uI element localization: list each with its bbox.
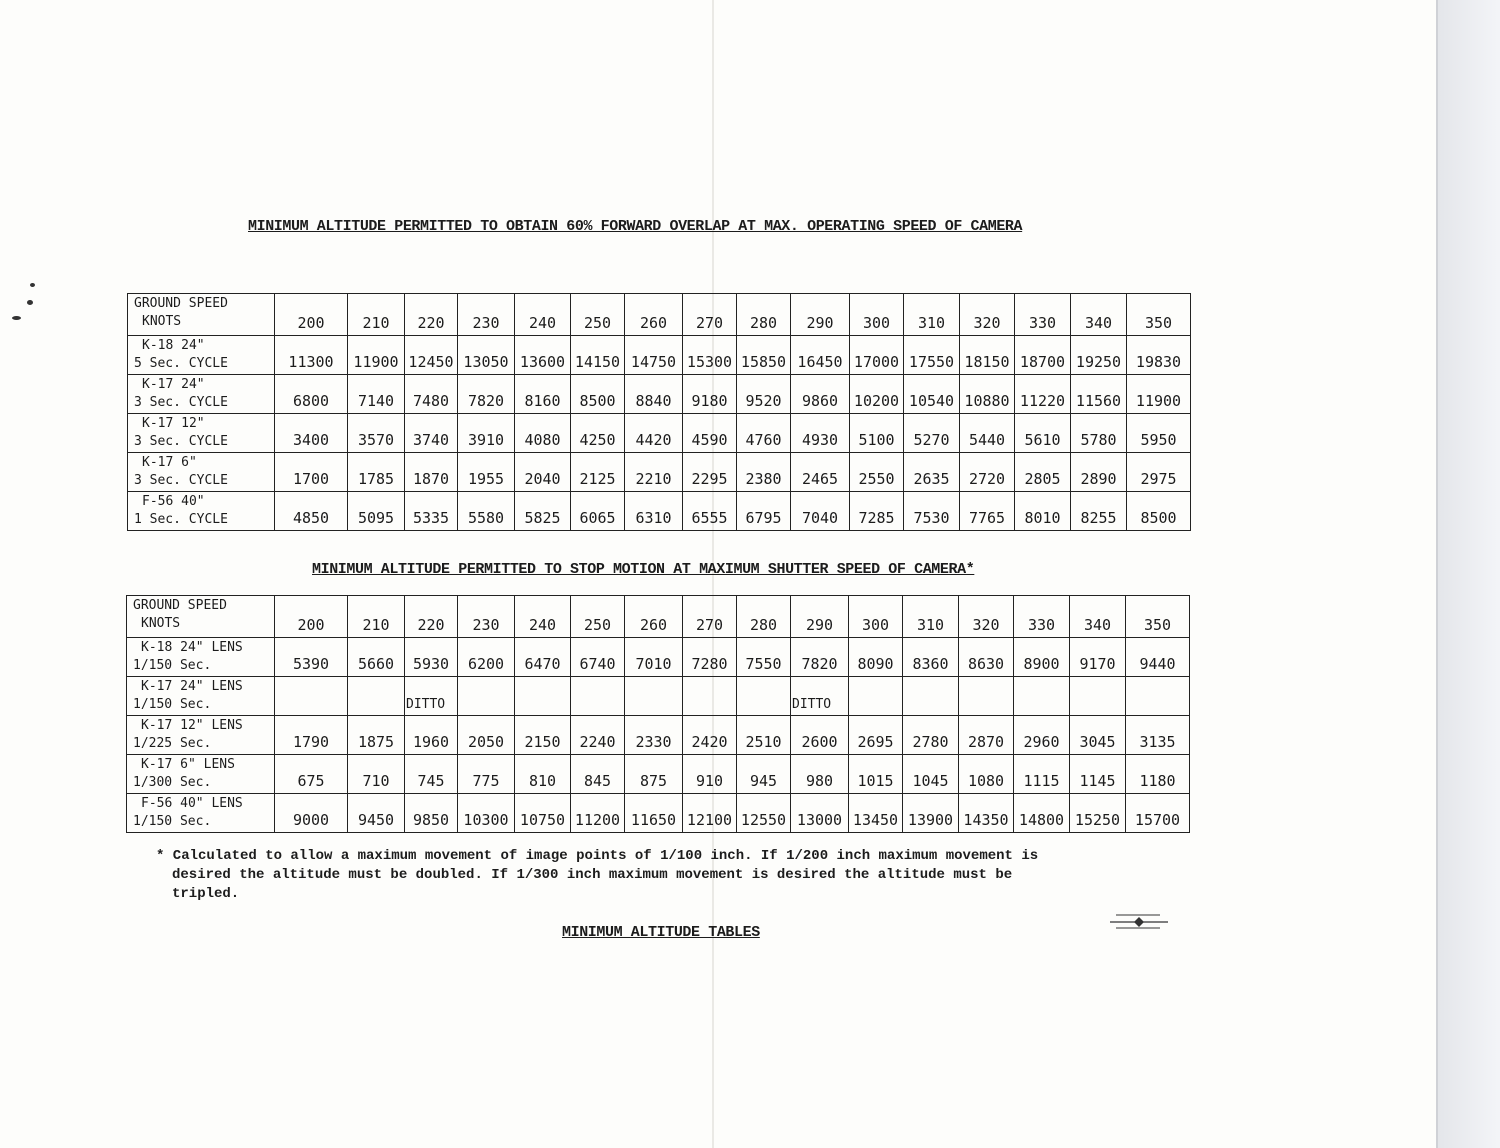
altitude-cell: 2210 [625, 453, 683, 492]
altitude-cell: 11900 [1127, 375, 1191, 414]
ground-speed-header [127, 596, 275, 638]
table2-title: MINIMUM ALTITUDE PERMITTED TO STOP MOTION AT MAXIMUM SHUTTER SPEED OF CAMERA* [312, 561, 975, 578]
altitude-cell: 17000 [850, 336, 904, 375]
altitude-cell: 5780 [1071, 414, 1127, 453]
header-label-line: GROUND SPEED [134, 296, 228, 311]
header-label-line: GROUND SPEED [133, 598, 227, 613]
table-row [127, 716, 1190, 755]
speed-header-cell: 350 [1127, 294, 1191, 336]
altitude-cell: 15700 [1126, 794, 1190, 833]
altitude-cell [903, 677, 959, 716]
camera-label-line: 3 Sec. CYCLE [134, 434, 228, 449]
camera-label-line: 3 Sec. CYCLE [134, 473, 228, 488]
page-title: MINIMUM ALTITUDE TABLES [562, 924, 760, 941]
camera-label-line: 1/150 Sec. [133, 697, 212, 712]
altitude-cell: DITTO [791, 677, 849, 716]
altitude-cell: 6470 [515, 638, 571, 677]
altitude-cell: 13450 [849, 794, 903, 833]
camera-label-line: F-56 40" LENS [141, 796, 243, 811]
speed-header-cell: 280 [737, 596, 791, 638]
altitude-cell: 1180 [1126, 755, 1190, 794]
camera-label-cell [128, 414, 275, 453]
altitude-cell: 15300 [683, 336, 737, 375]
altitude-cell [1070, 677, 1126, 716]
speed-header-cell: 240 [515, 294, 571, 336]
altitude-cell: 1960 [405, 716, 458, 755]
altitude-cell: 3910 [458, 414, 515, 453]
altitude-cell: 1785 [348, 453, 405, 492]
altitude-cell: 5930 [405, 638, 458, 677]
altitude-cell: 7285 [850, 492, 904, 531]
camera-label-line: 1/150 Sec. [133, 658, 212, 673]
table-row [128, 414, 1191, 453]
speed-header-cell: 210 [348, 294, 405, 336]
speed-header-cell: 270 [683, 294, 737, 336]
altitude-cell: 9850 [405, 794, 458, 833]
header-row [128, 294, 1191, 336]
altitude-cell: 2960 [1014, 716, 1070, 755]
altitude-cell: 6310 [625, 492, 683, 531]
speed-header-cell: 340 [1070, 596, 1126, 638]
table-row [128, 453, 1191, 492]
altitude-cell: 1015 [849, 755, 903, 794]
table-row [128, 492, 1191, 531]
altitude-cell: 15850 [737, 336, 791, 375]
altitude-cell: 4760 [737, 414, 791, 453]
speed-header-cell: 320 [959, 596, 1014, 638]
altitude-cell: 2125 [571, 453, 625, 492]
altitude-cell [959, 677, 1014, 716]
speed-header-cell: 250 [571, 294, 625, 336]
altitude-cell: 910 [683, 755, 737, 794]
camera-label-line: K-17 24" LENS [141, 679, 243, 694]
altitude-cell: 5950 [1127, 414, 1191, 453]
altitude-cell: 3045 [1070, 716, 1126, 755]
scan-edge-margin [1436, 0, 1500, 1148]
altitude-cell: 10200 [850, 375, 904, 414]
altitude-cell: 7480 [405, 375, 458, 414]
altitude-cell: 5610 [1015, 414, 1071, 453]
altitude-cell: 7010 [625, 638, 683, 677]
header-label-line: KNOTS [141, 616, 181, 631]
altitude-cell: 10300 [458, 794, 515, 833]
altitude-cell: 13600 [515, 336, 571, 375]
altitude-cell: 11200 [571, 794, 625, 833]
speed-header-cell: 310 [904, 294, 960, 336]
camera-label-line: 1/150 Sec. [133, 814, 212, 829]
altitude-cell: 7040 [791, 492, 850, 531]
altitude-cell [625, 677, 683, 716]
altitude-cell: 4420 [625, 414, 683, 453]
speed-header-cell: 320 [960, 294, 1015, 336]
altitude-cell: 2720 [960, 453, 1015, 492]
altitude-cell: 13900 [903, 794, 959, 833]
speed-header-cell: 300 [850, 294, 904, 336]
footnote [156, 847, 1146, 904]
speed-header-cell: 300 [849, 596, 903, 638]
altitude-cell [849, 677, 903, 716]
altitude-cell: 6740 [571, 638, 625, 677]
footnote-line: tripled. [172, 886, 240, 902]
camera-label-line: K-17 12" LENS [141, 718, 243, 733]
altitude-cell: 13050 [458, 336, 515, 375]
camera-label-line: 3 Sec. CYCLE [134, 395, 228, 410]
altitude-cell: 13000 [791, 794, 849, 833]
altitude-cell: 11650 [625, 794, 683, 833]
altitude-cell: 8840 [625, 375, 683, 414]
altitude-cell: 7140 [348, 375, 405, 414]
speed-header-cell: 210 [348, 596, 405, 638]
altitude-cell: 5390 [275, 638, 348, 677]
altitude-cell: 2695 [849, 716, 903, 755]
altitude-cell: 2295 [683, 453, 737, 492]
altitude-cell: 2550 [850, 453, 904, 492]
altitude-cell: 6200 [458, 638, 515, 677]
camera-label-line: K-17 6" LENS [141, 757, 235, 772]
camera-label-cell [127, 677, 275, 716]
altitude-cell: 875 [625, 755, 683, 794]
altitude-cell: 5660 [348, 638, 405, 677]
speed-header-cell: 230 [458, 294, 515, 336]
table-row [128, 336, 1191, 375]
speck-mark [12, 316, 21, 320]
altitude-cell: 7550 [737, 638, 791, 677]
altitude-cell: 845 [571, 755, 625, 794]
altitude-cell [275, 677, 348, 716]
altitude-cell: 810 [515, 755, 571, 794]
camera-label-line: F-56 40" [142, 494, 205, 509]
altitude-cell: 2600 [791, 716, 849, 755]
altitude-cell: 775 [458, 755, 515, 794]
altitude-cell: 14150 [571, 336, 625, 375]
altitude-cell: 11560 [1071, 375, 1127, 414]
ground-speed-header [128, 294, 275, 336]
altitude-cell: 1115 [1014, 755, 1070, 794]
camera-label-cell [128, 375, 275, 414]
altitude-cell: 3570 [348, 414, 405, 453]
altitude-cell: 3400 [275, 414, 348, 453]
altitude-cell: 8500 [571, 375, 625, 414]
altitude-cell: 18150 [960, 336, 1015, 375]
altitude-cell: 12550 [737, 794, 791, 833]
altitude-cell [571, 677, 625, 716]
altitude-cell: 3135 [1126, 716, 1190, 755]
altitude-cell: 12450 [405, 336, 458, 375]
altitude-cell: 6800 [275, 375, 348, 414]
altitude-cell: 2420 [683, 716, 737, 755]
table-row [127, 638, 1190, 677]
camera-label-cell [127, 794, 275, 833]
altitude-cell: 980 [791, 755, 849, 794]
altitude-cell: 9170 [1070, 638, 1126, 677]
camera-label-line: K-18 24" [142, 338, 205, 353]
footnote-line: desired the altitude must be doubled. If 1/300 inch maximum movement is desired the altitude must be [172, 867, 1013, 883]
altitude-cell: 5100 [850, 414, 904, 453]
altitude-cell: 5440 [960, 414, 1015, 453]
altitude-cell: DITTO [405, 677, 458, 716]
altitude-cell: 18700 [1015, 336, 1071, 375]
altitude-cell [683, 677, 737, 716]
altitude-cell: 2890 [1071, 453, 1127, 492]
camera-label-cell [127, 638, 275, 677]
altitude-cell [1014, 677, 1070, 716]
altitude-cell: 9860 [791, 375, 850, 414]
altitude-cell [737, 677, 791, 716]
fairchild-logo-stamp [1108, 912, 1170, 932]
altitude-cell: 8360 [903, 638, 959, 677]
altitude-cell: 11900 [348, 336, 405, 375]
altitude-cell: 745 [405, 755, 458, 794]
table1-title: MINIMUM ALTITUDE PERMITTED TO OBTAIN 60% FORWARD OVERLAP AT MAX. OPERATING SPEED OF CAMERA [248, 218, 1023, 235]
speed-header-cell: 200 [275, 596, 348, 638]
altitude-cell: 2635 [904, 453, 960, 492]
altitude-cell: 10540 [904, 375, 960, 414]
speed-header-cell: 290 [791, 596, 849, 638]
altitude-cell: 5270 [904, 414, 960, 453]
altitude-cell: 6555 [683, 492, 737, 531]
altitude-cell: 1870 [405, 453, 458, 492]
altitude-cell: 11220 [1015, 375, 1071, 414]
altitude-cell: 12100 [683, 794, 737, 833]
altitude-cell: 710 [348, 755, 405, 794]
altitude-cell: 17550 [904, 336, 960, 375]
altitude-cell: 9180 [683, 375, 737, 414]
header-label-line: KNOTS [142, 314, 182, 329]
speed-header-cell: 330 [1015, 294, 1071, 336]
footnote-line: * Calculated to allow a maximum movement of image points of 1/100 inch. If 1/200 inch maximum movement is [156, 848, 1039, 864]
altitude-cell: 7530 [904, 492, 960, 531]
table-row [127, 794, 1190, 833]
altitude-cell: 3740 [405, 414, 458, 453]
camera-label-line: 1 Sec. CYCLE [134, 512, 228, 527]
camera-label-line: K-17 12" [142, 416, 205, 431]
altitude-cell: 4850 [275, 492, 348, 531]
altitude-cell [1126, 677, 1190, 716]
altitude-cell: 14800 [1014, 794, 1070, 833]
altitude-cell: 1955 [458, 453, 515, 492]
altitude-cell: 8090 [849, 638, 903, 677]
altitude-cell: 1700 [275, 453, 348, 492]
altitude-cell: 945 [737, 755, 791, 794]
speed-header-cell: 350 [1126, 596, 1190, 638]
camera-label-line: 1/300 Sec. [133, 775, 212, 790]
altitude-cell [458, 677, 515, 716]
camera-label-line: 5 Sec. CYCLE [134, 356, 228, 371]
altitude-cell: 7820 [791, 638, 849, 677]
speed-header-cell: 310 [903, 596, 959, 638]
altitude-cell: 5335 [405, 492, 458, 531]
altitude-cell: 2240 [571, 716, 625, 755]
speed-header-cell: 200 [275, 294, 348, 336]
altitude-cell: 19250 [1071, 336, 1127, 375]
camera-label-line: K-17 6" [142, 455, 197, 470]
altitude-cell: 5095 [348, 492, 405, 531]
altitude-cell: 1790 [275, 716, 348, 755]
altitude-cell: 4080 [515, 414, 571, 453]
altitude-cell: 2380 [737, 453, 791, 492]
altitude-cell: 2510 [737, 716, 791, 755]
speed-header-cell: 260 [625, 294, 683, 336]
speed-header-cell: 220 [405, 596, 458, 638]
altitude-cell: 9440 [1126, 638, 1190, 677]
altitude-cell: 7765 [960, 492, 1015, 531]
altitude-cell: 8010 [1015, 492, 1071, 531]
camera-label-cell [128, 453, 275, 492]
camera-label-cell [128, 492, 275, 531]
speed-header-cell: 240 [515, 596, 571, 638]
altitude-cell: 9520 [737, 375, 791, 414]
altitude-cell: 675 [275, 755, 348, 794]
altitude-cell: 14750 [625, 336, 683, 375]
altitude-cell: 4930 [791, 414, 850, 453]
altitude-cell: 8160 [515, 375, 571, 414]
altitude-cell: 14350 [959, 794, 1014, 833]
altitude-cell: 2870 [959, 716, 1014, 755]
altitude-cell: 10750 [515, 794, 571, 833]
altitude-cell: 10880 [960, 375, 1015, 414]
altitude-cell: 2975 [1127, 453, 1191, 492]
camera-label-cell [127, 755, 275, 794]
altitude-cell: 2150 [515, 716, 571, 755]
speed-header-cell: 220 [405, 294, 458, 336]
altitude-cell: 4590 [683, 414, 737, 453]
altitude-cell: 2040 [515, 453, 571, 492]
camera-label-cell [128, 336, 275, 375]
altitude-cell: 19830 [1127, 336, 1191, 375]
table-row [127, 677, 1190, 716]
altitude-cell: 9450 [348, 794, 405, 833]
header-row [127, 596, 1190, 638]
altitude-cell: 8900 [1014, 638, 1070, 677]
camera-label-line: K-18 24" LENS [141, 640, 243, 655]
speed-header-cell: 250 [571, 596, 625, 638]
speed-header-cell: 290 [791, 294, 850, 336]
altitude-cell: 4250 [571, 414, 625, 453]
overlap-altitude-table [127, 293, 1191, 531]
altitude-cell: 1045 [903, 755, 959, 794]
speck-mark [27, 300, 33, 305]
altitude-cell: 2465 [791, 453, 850, 492]
altitude-cell: 5580 [458, 492, 515, 531]
table-row [127, 755, 1190, 794]
speck-mark [30, 283, 35, 287]
altitude-cell [348, 677, 405, 716]
speed-header-cell: 260 [625, 596, 683, 638]
altitude-cell: 7820 [458, 375, 515, 414]
altitude-cell: 1875 [348, 716, 405, 755]
altitude-cell: 8255 [1071, 492, 1127, 531]
altitude-cell: 2330 [625, 716, 683, 755]
altitude-cell [515, 677, 571, 716]
altitude-cell: 2805 [1015, 453, 1071, 492]
speed-header-cell: 230 [458, 596, 515, 638]
speed-header-cell: 280 [737, 294, 791, 336]
altitude-cell: 6065 [571, 492, 625, 531]
speed-header-cell: 340 [1071, 294, 1127, 336]
camera-label-cell [127, 716, 275, 755]
altitude-cell: 15250 [1070, 794, 1126, 833]
altitude-cell: 2780 [903, 716, 959, 755]
camera-label-line: K-17 24" [142, 377, 205, 392]
speed-header-cell: 270 [683, 596, 737, 638]
altitude-cell: 6795 [737, 492, 791, 531]
altitude-cell: 7280 [683, 638, 737, 677]
stop-motion-altitude-table [126, 595, 1190, 833]
altitude-cell: 8500 [1127, 492, 1191, 531]
speed-header-cell: 330 [1014, 596, 1070, 638]
camera-label-line: 1/225 Sec. [133, 736, 212, 751]
table-row [128, 375, 1191, 414]
altitude-cell: 8630 [959, 638, 1014, 677]
altitude-cell: 2050 [458, 716, 515, 755]
altitude-cell: 9000 [275, 794, 348, 833]
altitude-cell: 11300 [275, 336, 348, 375]
altitude-cell: 1145 [1070, 755, 1126, 794]
altitude-cell: 16450 [791, 336, 850, 375]
altitude-cell: 5825 [515, 492, 571, 531]
altitude-cell: 1080 [959, 755, 1014, 794]
